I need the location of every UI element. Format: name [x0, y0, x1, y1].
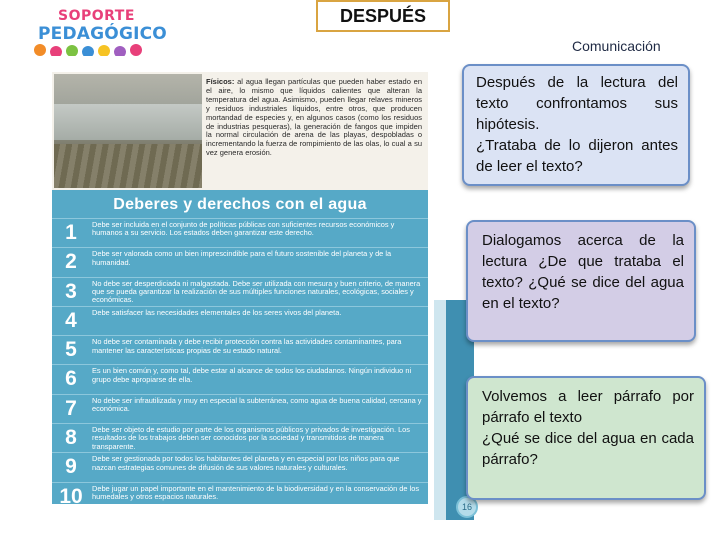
- paragraph-lead: Físicos:: [206, 77, 235, 86]
- item-number: 9: [65, 455, 77, 479]
- item-text: Debe satisfacer las necesidades elementales de los seres vivos del planeta.: [92, 307, 342, 317]
- list-item: [52, 335, 428, 364]
- item-number: 7: [65, 396, 77, 420]
- item-number: 4: [65, 308, 77, 332]
- paragraph-body: al agua llegan partículas que pueden haber estado en el aire, lo mismo que líquidos calientes que alteran la temperatura del agua. Asimismo, pueden llegar relaves mineros y residuos industriales líquidos, entre otros, que producen mortandad de especies y, en algunos casos (como los residuos de industrias pesqueras), la generación de fangos que impiden la normal circulación de arena de las playas, despobladas o incrementando la fuerza de rompimiento de las olas, lo cual a su vez genera erosión.: [206, 77, 422, 158]
- item-text: Es un bien común y, como tal, debe estar al alcance de todos los ciudadanos. Ningún individuo ni grupo debe apropiarse de ella.: [92, 366, 412, 384]
- list-item: [52, 452, 428, 481]
- note-text: Después de la lectura del texto confrontamos sus hipótesis. ¿Trataba de lo dijeron antes de leer el texto?: [476, 74, 678, 175]
- rights-list: [52, 218, 428, 511]
- list-item: [52, 482, 428, 511]
- list-item: [52, 218, 428, 247]
- list-item: [52, 364, 428, 393]
- page-title: DESPUÉS: [316, 0, 450, 32]
- note-card-reread: [466, 376, 706, 500]
- rights-section-title: Deberes y derechos con el agua: [113, 196, 367, 213]
- item-number: 6: [65, 367, 77, 391]
- item-text: Debe ser valorada como un bien imprescindible para el futuro sostenible del planeta y de la humanidad.: [92, 249, 392, 267]
- item-number: 10: [59, 484, 83, 508]
- item-text: Debe ser objeto de estudio por parte de los organismos públicos y privados de investigación. Los resultados de los trabajos deben ser conocidos por la sociedad y transmitidos de manera transparente.: [92, 425, 410, 451]
- shore-band: [54, 144, 202, 188]
- item-number: 3: [65, 279, 77, 303]
- note-text: Volvemos a leer párrafo por párrafo el texto ¿Qué se dice del agua en cada párrafo?: [482, 388, 694, 468]
- item-number: 2: [65, 250, 77, 274]
- item-text: Debe ser incluida en el conjunto de políticas públicas con suficientes recursos económicos y humanos a su servicio. Los estados deben garantizar este derecho.: [92, 220, 395, 238]
- list-item: [52, 277, 428, 306]
- list-item: [52, 306, 428, 335]
- logo-line-1: SOPORTE: [58, 8, 135, 24]
- item-text: Debe jugar un papel importante en el mantenimiento de la biodiversidad y en la conservación de los humedales y otros espacios naturales.: [92, 483, 420, 502]
- item-number: 8: [65, 426, 77, 450]
- note-text: Dialogamos acerca de la lectura ¿De que trataba el texto? ¿Qué se dice del agua en el texto?: [482, 232, 684, 312]
- list-item: [52, 394, 428, 423]
- item-number: 1: [65, 221, 77, 244]
- list-item: [52, 423, 428, 452]
- note-card-dialogue: [466, 220, 696, 342]
- textbook-page-image: [52, 72, 428, 508]
- item-text: Debe ser gestionada por todos los habitantes del planeta y en especial por los niños para que nazcan estrategias comunes de difusión de sus valores naturales y culturales.: [92, 454, 400, 472]
- page-number-badge: 16: [456, 496, 478, 518]
- list-item: [52, 247, 428, 276]
- photo-section: [52, 72, 428, 190]
- item-text: No debe ser contaminada y debe recibir protección contra las actividades contaminantes, para mantener las características propias de su estado natural.: [92, 337, 402, 355]
- beach-photo: [54, 74, 202, 188]
- subject-label: Comunicación: [572, 38, 661, 54]
- note-card-hypothesis: [462, 64, 690, 186]
- soporte-pedagogico-logo: [30, 8, 167, 56]
- physical-pollution-paragraph: [206, 78, 422, 158]
- hands-icon: [30, 30, 150, 56]
- item-number: 5: [65, 338, 77, 362]
- item-text: No debe ser desperdiciada ni malgastada. Debe ser utilizada con mesura y buen criterio, de manera que se pueda garantizar la realización de sus múltiples funciones naturales, ecológicas, sociales y económicas.: [92, 278, 421, 305]
- logo-line-2: PEDAGÓGICO: [38, 24, 167, 44]
- item-text: No debe ser infrautilizada y muy en especial la subterránea, como agua de buena calidad, cercana y económica.: [92, 395, 422, 414]
- sea-band: [54, 104, 202, 140]
